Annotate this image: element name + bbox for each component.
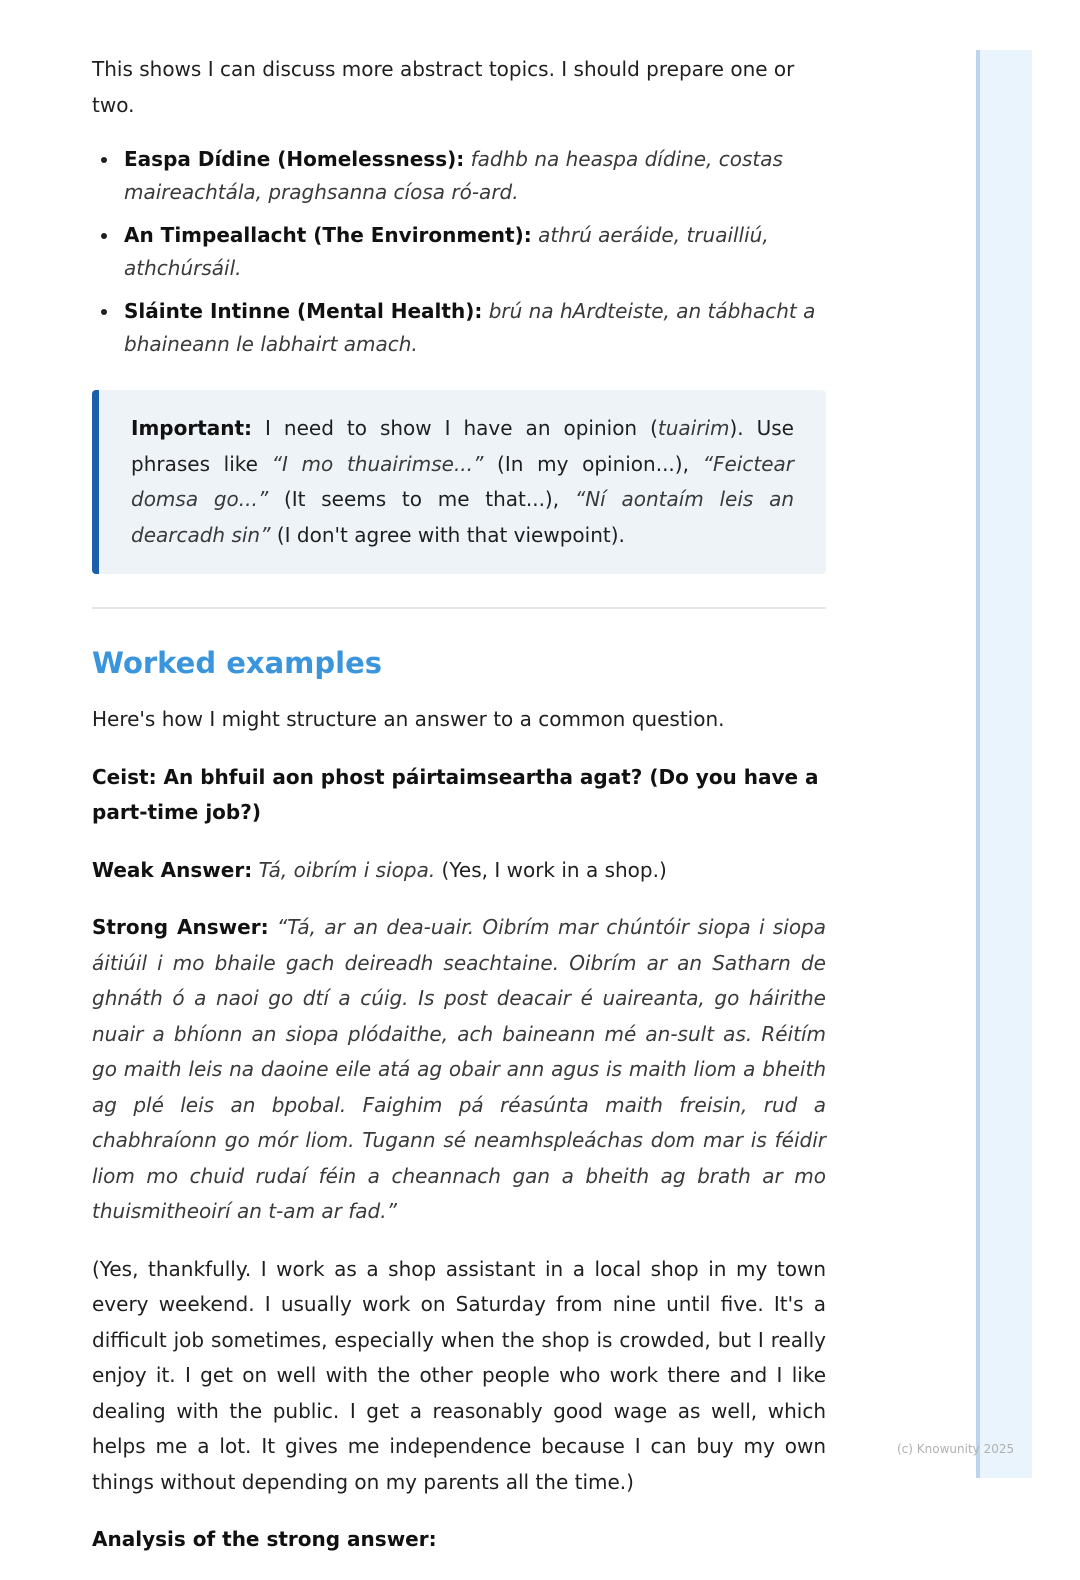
callout-irish-phrase: “Ní aontaím leis an dearcadh sin”: [131, 487, 794, 547]
callout-irish-phrase: “Feictear domsa go...”: [131, 451, 794, 511]
list-item: [92, 295, 826, 361]
callout-text-part: (It seems to me that...),: [268, 487, 575, 511]
callout-text-part: (In my opinion...),: [483, 451, 703, 476]
callout-text-part: ). Use phrases like: [131, 416, 794, 476]
topic-term: Easpa Dídine (Homelessness):: [124, 147, 465, 171]
strong-answer-irish: “Tá, ar an dea-uair. Oibrím mar chúntóir siopa i siopa áitiúil i mo bhaile gach deireadh seachtaine. Oibrím ar an Satharn de ghnáth ó a naoi go dtí a cúig. Is post deacair é uaireanta, go háirithe nuair a bhíonn an siopa plódaithe, ach baineann mé an-sult as. Réitím go maith leis na daoine eile atá ag obair ann agus is maith liom a bheith ag plé leis an bpobal. Faighim pá réasúnta maith freisin, rud a chabhraíonn go mór liom. Tugann sé neamhspleáchas dom mar is féidir liom mo chuid rudaí féin a cheannach gan a bheith ag brath ar mo thuismitheoirí an t-am ar fad.”: [92, 915, 827, 1223]
intro-paragraph: This shows I can discuss more abstract topics. I should prepare one or two.: [92, 57, 795, 117]
list-item: [92, 219, 826, 285]
topics-list: [92, 143, 826, 361]
topic-term: An Timpeallacht (The Environment):: [124, 223, 532, 247]
important-callout: [92, 390, 826, 574]
weak-answer-irish: Tá, oibrím i siopa.: [258, 857, 436, 882]
callout-irish-term: tuairim: [657, 416, 730, 440]
topic-term: Sláinte Intinne (Mental Health):: [124, 299, 483, 323]
section-divider: [92, 607, 826, 609]
strong-answer: [92, 910, 826, 1230]
copyright-notice: (c) Knowunity 2025: [897, 1442, 1015, 1456]
callout-irish-phrase: “I mo thuairimse...”: [271, 451, 484, 476]
page-content: [92, 52, 826, 1580]
weak-answer-label: Weak Answer:: [92, 857, 253, 882]
section-title: Worked examples: [92, 646, 382, 680]
callout-text-part: I need to show I have an opinion (: [252, 416, 658, 440]
topic-phrases: brú na hArdteiste, an tábhacht a bhaineann le labhairt amach.: [124, 299, 816, 356]
question-text: Ceist: An bhfuil aon phost páirtaimseartha agat? (Do you have a part-time job?): [92, 764, 819, 824]
strong-answer-label: Strong Answer:: [92, 915, 269, 939]
list-item: [92, 143, 826, 209]
analysis-heading: [92, 1522, 826, 1558]
section-intro: Here's how I might structure an answer to a common question.: [92, 707, 725, 731]
weak-answer: [92, 853, 826, 889]
callout-text: [131, 411, 794, 553]
topic-phrases: fadhb na heaspa dídine, costas maireachtála, praghsanna cíosa ró-ard.: [124, 147, 783, 204]
topic-phrases: athrú aeráide, truailliú, athchúrsáil.: [124, 223, 769, 280]
weak-answer-english: (Yes, I work in a shop.): [435, 857, 667, 882]
callout-text-part: (I don't agree with that viewpoint).: [270, 522, 625, 547]
question-heading: [92, 760, 826, 831]
callout-label: Important:: [131, 416, 253, 440]
margin-sidebar: [976, 50, 1032, 1478]
analysis-heading-text: Analysis of the strong answer:: [92, 1527, 437, 1551]
strong-answer-translation: (Yes, thankfully. I work as a shop assistant in a local shop in my town every weekend. I usually work on Saturday from nine until five. It's a difficult job sometimes, especially when the shop is crowded, but I really enjoy it. I get on well with the other people who work there and I like dealing with the public. I get a reasonably good wage as well, which helps me a lot. It gives me independence because I can buy my own things without depending on my parents all the time.): [92, 1256, 826, 1494]
